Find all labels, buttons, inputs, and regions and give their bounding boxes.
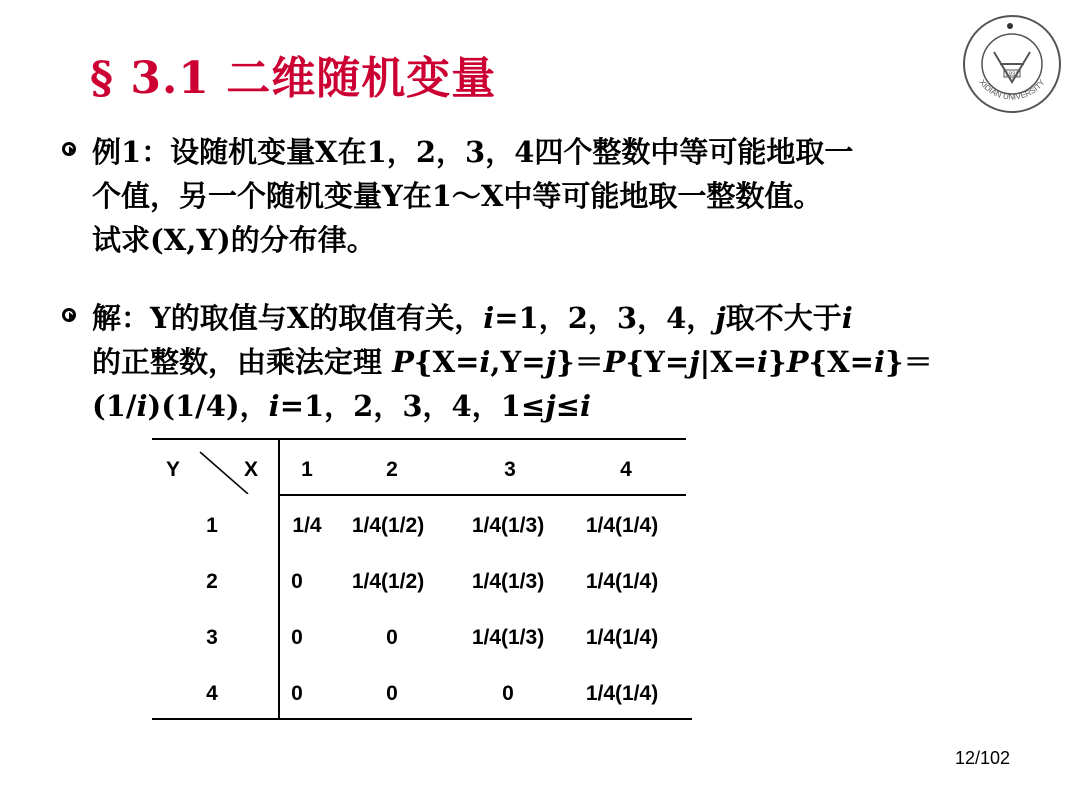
table-vertical-rule xyxy=(278,438,280,720)
table-corner-y: Y xyxy=(166,458,181,481)
table-cell: 1/4(1/4) xyxy=(585,570,659,593)
math-variable: j xyxy=(545,345,557,379)
math-variable: i xyxy=(483,301,495,335)
table-cell: 1/4(1/2) xyxy=(351,570,425,593)
table-cell: 1/4(1/2) xyxy=(351,514,425,537)
solution-bullet xyxy=(62,296,1022,428)
table-row-label: 2 xyxy=(206,570,218,593)
slide-title: § 3.1 二维随机变量 xyxy=(90,53,497,104)
text-run: |X= xyxy=(699,345,757,379)
table-header-rule xyxy=(278,494,686,496)
distribution-table xyxy=(152,438,692,720)
math-variable: P xyxy=(603,345,626,379)
math-variable: i xyxy=(479,345,491,379)
text-run: (1/ xyxy=(92,389,137,423)
text-run: }＝ xyxy=(884,345,933,379)
table-row-label: 3 xyxy=(206,626,218,649)
text-run: }＝ xyxy=(556,345,604,379)
table-cell: 1/4 xyxy=(292,514,322,537)
bullet-arrow-icon xyxy=(62,142,76,156)
math-variable: j xyxy=(715,301,726,335)
table-cell: 0 xyxy=(291,570,303,593)
table-cell: 0 xyxy=(291,626,303,649)
table-col-header: 2 xyxy=(386,458,398,481)
table-col-header: 4 xyxy=(620,458,632,481)
table-col-header: 1 xyxy=(301,458,313,481)
example-text xyxy=(92,130,1022,262)
math-variable: j xyxy=(545,389,556,423)
table-col-header: 3 xyxy=(504,458,516,481)
math-variable: P xyxy=(786,345,809,379)
math-variable: i xyxy=(136,389,148,423)
math-variable: P xyxy=(392,345,414,379)
text-run: )(1/4)， xyxy=(147,389,269,423)
text-run: {Y= xyxy=(625,345,690,379)
text-run: 的正整数，由乘法定理 xyxy=(92,345,393,379)
table-cell: 1/4(1/4) xyxy=(585,514,659,537)
solution-line xyxy=(92,296,1022,340)
table-bottom-rule xyxy=(152,718,692,720)
math-variable: i xyxy=(268,389,280,423)
university-logo xyxy=(960,12,1064,116)
example-line: 个值，另一个随机变量Y在1～X中等可能地取一整数值。 xyxy=(92,179,823,213)
example-line: 例1：设随机变量X在1，2，3，4四个整数中等可能地取一 xyxy=(92,135,854,169)
table-corner-x: X xyxy=(244,458,259,481)
text-run: ≤ xyxy=(555,389,580,423)
table-cell: 1/4(1/3) xyxy=(471,626,545,649)
text-run: } xyxy=(768,345,787,379)
table-cell: 1/4(1/3) xyxy=(471,514,545,537)
logo-year: 1931 xyxy=(1005,72,1019,78)
table-row-label: 4 xyxy=(206,682,218,705)
table-cell: 0 xyxy=(291,682,303,705)
table-cell: 0 xyxy=(386,626,398,649)
text-run: 取不大于 xyxy=(725,301,842,335)
table-cell: 0 xyxy=(502,682,514,705)
example-bullet xyxy=(62,130,1022,262)
text-run: ,Y= xyxy=(490,345,546,379)
math-variable: i xyxy=(841,301,853,335)
text-run: {X= xyxy=(808,345,874,379)
table-cell: 1/4(1/4) xyxy=(585,626,659,649)
example-line: 试求(X,Y)的分布律。 xyxy=(92,223,376,257)
solution-text xyxy=(92,296,1022,428)
table-cell: 1/4(1/4) xyxy=(585,682,659,705)
table-cell: 0 xyxy=(386,682,398,705)
math-variable: j xyxy=(689,345,700,379)
bullet-arrow-icon xyxy=(62,308,76,322)
solution-line xyxy=(92,384,1022,428)
solution-line xyxy=(92,340,1022,384)
text-run: 解：Y的取值与X的取值有关， xyxy=(92,301,484,335)
math-variable: i xyxy=(873,345,885,379)
math-variable: i xyxy=(757,345,769,379)
text-run: =1，2，3，4，1≤ xyxy=(279,389,546,423)
text-run: =1，2，3，4， xyxy=(494,301,716,335)
table-row-label: 1 xyxy=(206,514,218,537)
text-run: {X= xyxy=(413,345,480,379)
page-number: 12/102 xyxy=(955,748,1011,768)
table-cell: 1/4(1/3) xyxy=(471,570,545,593)
logo-motto: XIDIAN UNIVERSITY xyxy=(977,77,1047,102)
math-variable: i xyxy=(580,389,592,423)
